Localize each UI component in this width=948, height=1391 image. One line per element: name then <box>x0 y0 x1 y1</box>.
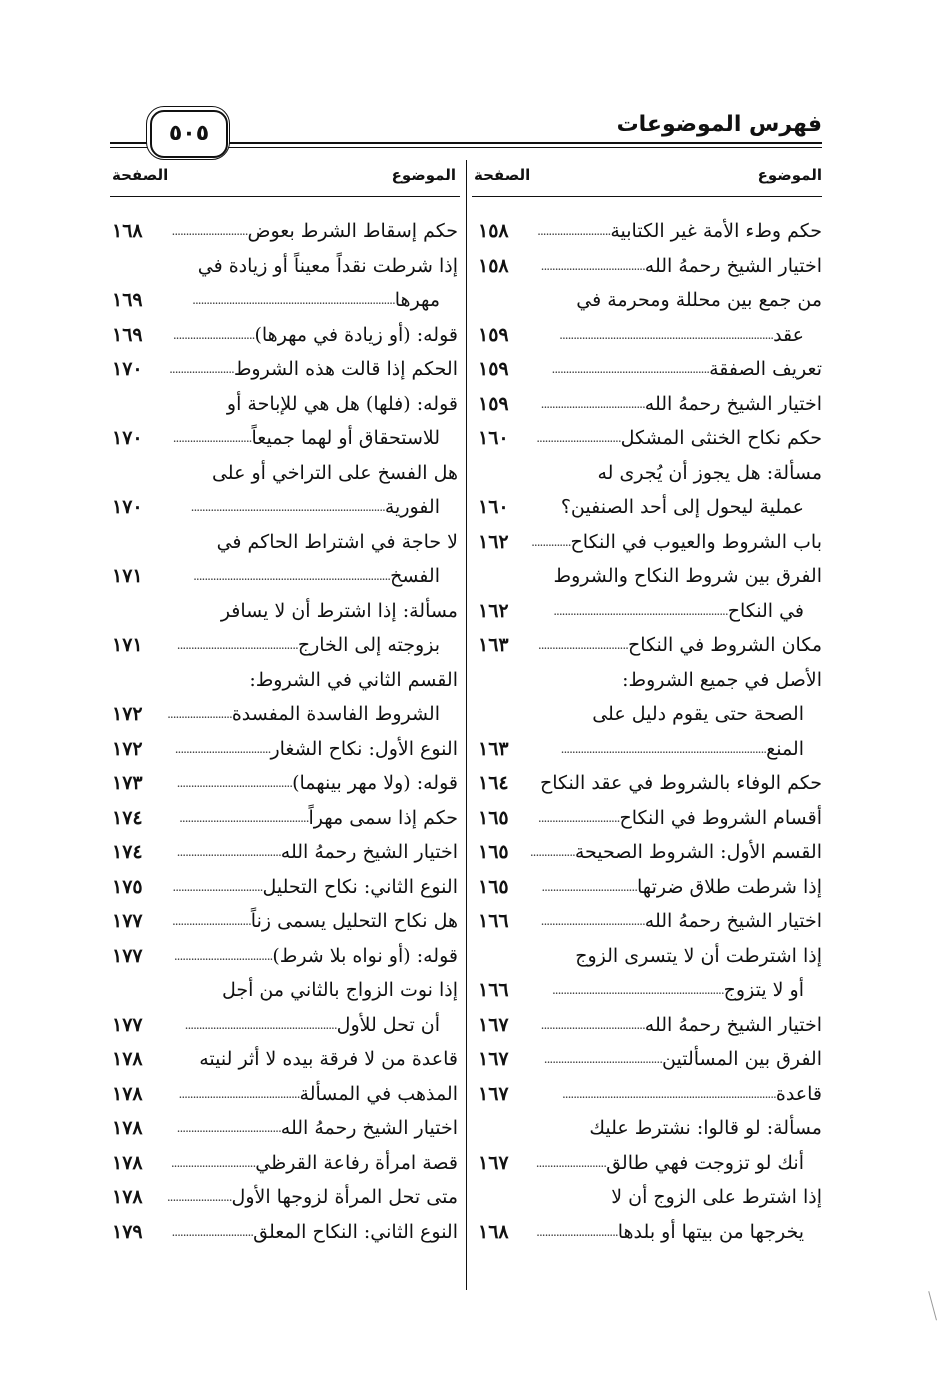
right-col-header-rule <box>472 196 822 197</box>
index-entry <box>112 904 458 939</box>
leader-dots: ............................................................................ <box>559 327 774 342</box>
entry-topic: أو لا يتزوج <box>723 979 804 1001</box>
entry-page-number: ١٧٤ <box>112 841 143 863</box>
entry-topic: اختيار الشيخ رحمهُ الله <box>644 392 822 415</box>
index-entry <box>478 525 822 560</box>
entry-page-number: ١٦٣ <box>478 737 509 760</box>
index-entry <box>112 421 458 456</box>
entry-topic: حكم إذا سمى مهراً <box>308 806 458 829</box>
page-number: ٥٠٥ <box>150 110 228 158</box>
index-entry <box>478 904 822 939</box>
index-entry <box>478 835 822 870</box>
right-col-topic-header: الموضوع <box>757 166 822 184</box>
leader-dots: ....................... <box>167 707 232 721</box>
entry-topic: هل الفسخ على التراخي أو على <box>211 461 458 484</box>
entry-page-number: ١٦٠ <box>478 496 509 518</box>
index-entry <box>112 1008 458 1043</box>
left-col-header-rule <box>110 196 460 197</box>
entry-topic: حكم وطء الأمة غير الكتابية <box>610 220 822 242</box>
leader-dots: .................................. <box>174 741 271 756</box>
entry-topic: الفرق بين شروط النكاح والشروط <box>553 565 822 587</box>
index-entry <box>478 697 822 732</box>
entry-topic: قوله: (أو زيادة في مهرها) <box>254 323 458 346</box>
entry-topic: قوله: (فلها) هل هي للإباحة أو <box>226 392 458 415</box>
entry-page-number: ١٧٠ <box>112 496 143 518</box>
index-entry <box>478 1180 822 1215</box>
leader-dots: .............. <box>531 534 571 549</box>
entry-page-number: ١٧٧ <box>112 944 143 967</box>
index-entry <box>112 594 458 629</box>
entry-topic: الصحة حتى يقوم دليل على <box>592 703 804 725</box>
index-entry <box>112 628 458 663</box>
index-entry <box>478 387 822 422</box>
index-entry <box>112 387 458 422</box>
entry-page-number: ١٧٢ <box>112 737 143 760</box>
entry-topic: قوله: (ولا مهر بينهما) <box>292 772 458 794</box>
index-entry <box>478 559 822 594</box>
entry-topic: اختيار الشيخ رحمهُ الله <box>280 841 458 863</box>
leader-dots: .............................. <box>536 431 621 445</box>
leader-dots: ................................ <box>172 879 263 894</box>
index-entry <box>112 249 458 284</box>
leader-dots: ........................... <box>171 224 248 238</box>
entry-topic: إذا نوت الزواج بالثاني من أجل <box>221 979 458 1001</box>
index-entry <box>112 1180 458 1215</box>
left-col-page-header: الصفحة <box>112 166 169 184</box>
index-entry <box>478 628 822 663</box>
entry-topic: القسم الأول: الشروط الصحيحة <box>574 841 822 863</box>
index-entry <box>478 1215 822 1250</box>
right-col-page-header: الصفحة <box>474 166 531 184</box>
leader-dots: ................ <box>529 845 575 859</box>
entry-page-number: ١٧٧ <box>112 1013 143 1036</box>
entry-page-number: ١٦٧ <box>478 1048 509 1070</box>
index-entry <box>478 456 822 491</box>
index-entry <box>478 939 822 974</box>
index-entry <box>112 1042 458 1077</box>
entry-topic: إذا شرطت طلاق ضرتها <box>637 875 822 898</box>
entry-page-number: ١٥٩ <box>478 358 509 380</box>
entry-topic: اختيار الشيخ رحمهُ الله <box>644 254 822 277</box>
entry-topic: إذا اشترط على الزوج أن لا <box>611 1186 822 1208</box>
index-entry <box>112 1111 458 1146</box>
entry-topic: مسألة: إذا اشترط أن لا يسافر <box>220 599 458 622</box>
index-entry <box>112 525 458 560</box>
entry-topic: مسألة: هل يجوز أن يُجرى له <box>597 461 822 484</box>
entry-topic: عقد <box>773 323 804 346</box>
entry-topic: متى تحل المرأة لزوجها الأول <box>231 1186 458 1208</box>
index-entry <box>112 490 458 525</box>
entry-page-number: ١٦٥ <box>478 841 509 863</box>
index-entry <box>112 283 458 318</box>
index-entry <box>478 352 822 387</box>
leader-dots: .............................................................. <box>553 603 728 618</box>
entry-page-number: ١٦٠ <box>478 427 509 449</box>
entry-topic: مسألة: لو قالوا: نشترط عليك <box>589 1117 822 1139</box>
index-entry <box>112 801 458 836</box>
entry-page-number: ١٥٨ <box>478 220 509 242</box>
entry-topic: اختيار الشيخ رحمهُ الله <box>644 1013 822 1036</box>
leader-dots: ..................................... <box>176 845 281 859</box>
entry-topic: النوع الثاني: النكاح المعلق <box>253 1220 458 1243</box>
leader-dots: ............................................................. <box>551 983 724 997</box>
entry-topic: الأصل في جميع الشروط: <box>622 668 822 691</box>
index-entry <box>112 1077 458 1112</box>
entry-topic: من جمع بين محللة ومحرمة في <box>576 289 822 311</box>
index-entry <box>112 352 458 387</box>
entry-page-number: ١٧٧ <box>112 910 143 932</box>
index-entry <box>478 766 822 801</box>
index-entry <box>478 490 822 525</box>
entry-topic: مهرها <box>394 289 440 311</box>
entry-topic: باب الشروط والعيوب في النكاح <box>570 530 822 553</box>
entry-page-number: ١٧٩ <box>112 1220 143 1243</box>
entry-page-number: ١٥٩ <box>478 323 509 346</box>
leader-dots: .......................... <box>537 224 611 238</box>
page-header <box>110 104 822 154</box>
entry-page-number: ١٦٩ <box>112 289 143 311</box>
entry-topic: النوع الثاني: نكاح التحليل <box>262 875 458 898</box>
leader-dots: .......................................... <box>543 1052 663 1066</box>
left-col-topic-header: الموضوع <box>391 166 456 184</box>
entry-topic: قاعدة <box>775 1082 822 1105</box>
index-entry <box>478 663 822 698</box>
leader-dots: ............................. <box>172 327 255 342</box>
entry-page-number: ١٦٧ <box>478 1013 509 1036</box>
leader-dots: ............................. <box>171 1224 254 1239</box>
entry-topic: للاستحقاق أو لهما جميعاً <box>251 427 440 449</box>
index-entry <box>478 1111 822 1146</box>
index-entry <box>112 214 458 249</box>
leader-dots: ...................................................................... <box>193 569 391 583</box>
entry-page-number: ١٧١ <box>112 634 143 656</box>
leader-dots: ................................ <box>537 638 628 652</box>
entry-topic: في النكاح <box>727 599 804 622</box>
entry-page-number: ١٦٧ <box>478 1082 509 1105</box>
page-title: فهرس الموضوعات <box>616 112 822 137</box>
leader-dots: ........................................................ <box>551 362 710 376</box>
index-entry <box>112 559 458 594</box>
index-entry <box>478 1146 822 1181</box>
leader-dots: ............................................................................ <box>561 1086 776 1101</box>
leader-dots: ......................... <box>535 1155 607 1170</box>
leader-dots: .............................................. <box>179 810 309 825</box>
index-entry <box>112 663 458 698</box>
entry-topic: القسم الثاني في الشروط: <box>249 668 458 691</box>
entry-topic: إذا اشترطت أن لا يتسرى الزوج <box>575 944 822 967</box>
entry-topic: إذا شرطت نقداً معيناً أو زيادة في <box>197 254 458 277</box>
entry-page-number: ١٧٨ <box>112 1117 143 1139</box>
entry-page-number: ١٧١ <box>112 565 143 587</box>
entry-topic: حكم الوفاء بالشروط في عقد النكاح <box>539 772 822 794</box>
leader-dots: ..................................... <box>540 396 645 411</box>
index-entry <box>112 766 458 801</box>
entry-page-number: ١٦٤ <box>478 772 509 794</box>
index-entry <box>112 939 458 974</box>
index-entry <box>478 421 822 456</box>
entry-page-number: ١٦٨ <box>112 220 143 242</box>
right-column <box>478 214 822 1249</box>
entry-page-number: ١٦٩ <box>112 323 143 346</box>
entry-page-number: ١٥٨ <box>478 254 509 277</box>
index-entry <box>478 283 822 318</box>
leader-dots: ....................... <box>166 1190 232 1204</box>
entry-page-number: ١٦٢ <box>478 530 509 553</box>
entry-topic: اختيار الشيخ رحمهُ الله <box>280 1117 458 1139</box>
leader-dots: ............................. <box>537 810 620 825</box>
scan-mark <box>928 1290 943 1321</box>
index-entry <box>478 214 822 249</box>
leader-dots: ....................... <box>169 362 234 376</box>
entry-page-number: ١٦٦ <box>478 979 509 1001</box>
entry-topic: الفرق بين المسألتين <box>662 1048 822 1070</box>
entry-page-number: ١٧٢ <box>112 703 143 725</box>
entry-topic: المنع <box>766 737 804 760</box>
index-entry <box>478 973 822 1008</box>
index-entry <box>478 801 822 836</box>
leader-dots: ..................................... <box>176 1121 281 1135</box>
index-entry <box>112 973 458 1008</box>
index-entry <box>478 732 822 767</box>
column-divider <box>466 160 467 1290</box>
entry-topic: يخرجها من بيتها أو بلدها <box>617 1220 804 1243</box>
entry-page-number: ١٧٨ <box>112 1082 143 1105</box>
leader-dots: ..................................... <box>540 258 645 273</box>
index-entry <box>112 318 458 353</box>
index-entry <box>478 1042 822 1077</box>
entry-topic: حكم إسقاط الشرط بعوض <box>247 220 458 242</box>
leader-dots: ..................................................................... <box>190 500 385 514</box>
entry-page-number: ١٧٠ <box>112 358 143 380</box>
entry-topic: مكان الشروط في النكاح <box>627 634 822 656</box>
entry-page-number: ١٦٣ <box>478 634 509 656</box>
index-entry <box>112 1146 458 1181</box>
leader-dots: ............................ <box>172 431 252 445</box>
leader-dots: .................................. <box>541 879 638 894</box>
entry-topic: قوله: (أو نواه بلا شرط) <box>272 944 458 967</box>
entry-topic: عملية ليحول إلى أحد الصنفين؟ <box>560 496 804 518</box>
index-entry <box>112 456 458 491</box>
entry-topic: الحكم إذا قالت هذه الشروط <box>233 358 458 380</box>
index-entry <box>112 732 458 767</box>
index-entry <box>478 594 822 629</box>
entry-topic: هل نكاح التحليل يسمى زناً <box>250 910 458 932</box>
leader-dots: ........................................... <box>176 638 298 652</box>
index-entry <box>112 870 458 905</box>
index-entry <box>112 697 458 732</box>
entry-page-number: ١٧٣ <box>112 772 143 794</box>
leader-dots: ......................................................................... <box>560 741 767 756</box>
leader-dots: ................................... <box>173 948 273 963</box>
entry-topic: بزوجته إلى الخارج <box>297 634 440 656</box>
leader-dots: ...................................................... <box>184 1017 337 1032</box>
entry-page-number: ١٦٦ <box>478 910 509 932</box>
entry-topic: تعريف الصفقة <box>709 358 822 380</box>
entry-topic: حكم نكاح الخنثى المشكل <box>620 427 822 449</box>
entry-page-number: ١٧٨ <box>112 1186 143 1208</box>
index-entry <box>112 1215 458 1250</box>
entry-topic: المذهب في المسألة <box>299 1082 458 1105</box>
leader-dots: ............................. <box>536 1224 618 1239</box>
entry-page-number: ١٧٠ <box>112 427 143 449</box>
index-entry <box>478 870 822 905</box>
entry-topic: لا حاجة في اشتراط الحاكم في <box>216 530 458 553</box>
entry-page-number: ١٦٨ <box>478 1220 509 1243</box>
leader-dots: ..................................... <box>540 1017 645 1032</box>
entry-topic: أن تحل للأول <box>336 1013 440 1036</box>
leader-dots: ........................................... <box>178 1086 300 1101</box>
entry-topic: اختيار الشيخ رحمهُ الله <box>644 910 822 932</box>
left-column <box>112 214 458 1249</box>
entry-page-number: ١٧٤ <box>112 806 143 829</box>
entry-topic: الفسخ <box>390 565 440 587</box>
entry-page-number: ١٦٧ <box>478 1151 509 1174</box>
entry-topic: قاعدة من لا فرقة بيده لا أثر لنيته <box>199 1048 458 1070</box>
entry-topic: النوع الأول: نكاح الشغار <box>270 737 458 760</box>
entry-page-number: ١٥٩ <box>478 392 509 415</box>
entry-page-number: ١٦٢ <box>478 599 509 622</box>
entry-topic: قصة امرأة رفاعة القرظي <box>255 1151 458 1174</box>
entry-page-number: ١٦٥ <box>478 806 509 829</box>
entry-topic: الفورية <box>384 496 440 518</box>
index-entry <box>112 835 458 870</box>
index-entry <box>478 249 822 284</box>
entry-topic: الشروط الفاسدة المفسدة <box>231 703 440 725</box>
entry-page-number: ١٧٥ <box>112 875 143 898</box>
index-entry <box>478 318 822 353</box>
leader-dots: ........................................................................ <box>192 293 395 307</box>
entry-page-number: ١٧٨ <box>112 1048 143 1070</box>
index-entry <box>478 1077 822 1112</box>
leader-dots: ............................ <box>171 914 251 928</box>
entry-topic: أقسام الشروط في النكاح <box>619 806 822 829</box>
entry-topic: أنك لو تزوجت فهي طالق <box>606 1151 804 1174</box>
index-entry <box>478 1008 822 1043</box>
entry-page-number: ١٦٥ <box>478 875 509 898</box>
leader-dots: .............................. <box>170 1155 256 1170</box>
leader-dots: ......................................... <box>176 776 293 790</box>
entry-page-number: ١٧٨ <box>112 1151 143 1174</box>
leader-dots: ..................................... <box>540 914 645 928</box>
